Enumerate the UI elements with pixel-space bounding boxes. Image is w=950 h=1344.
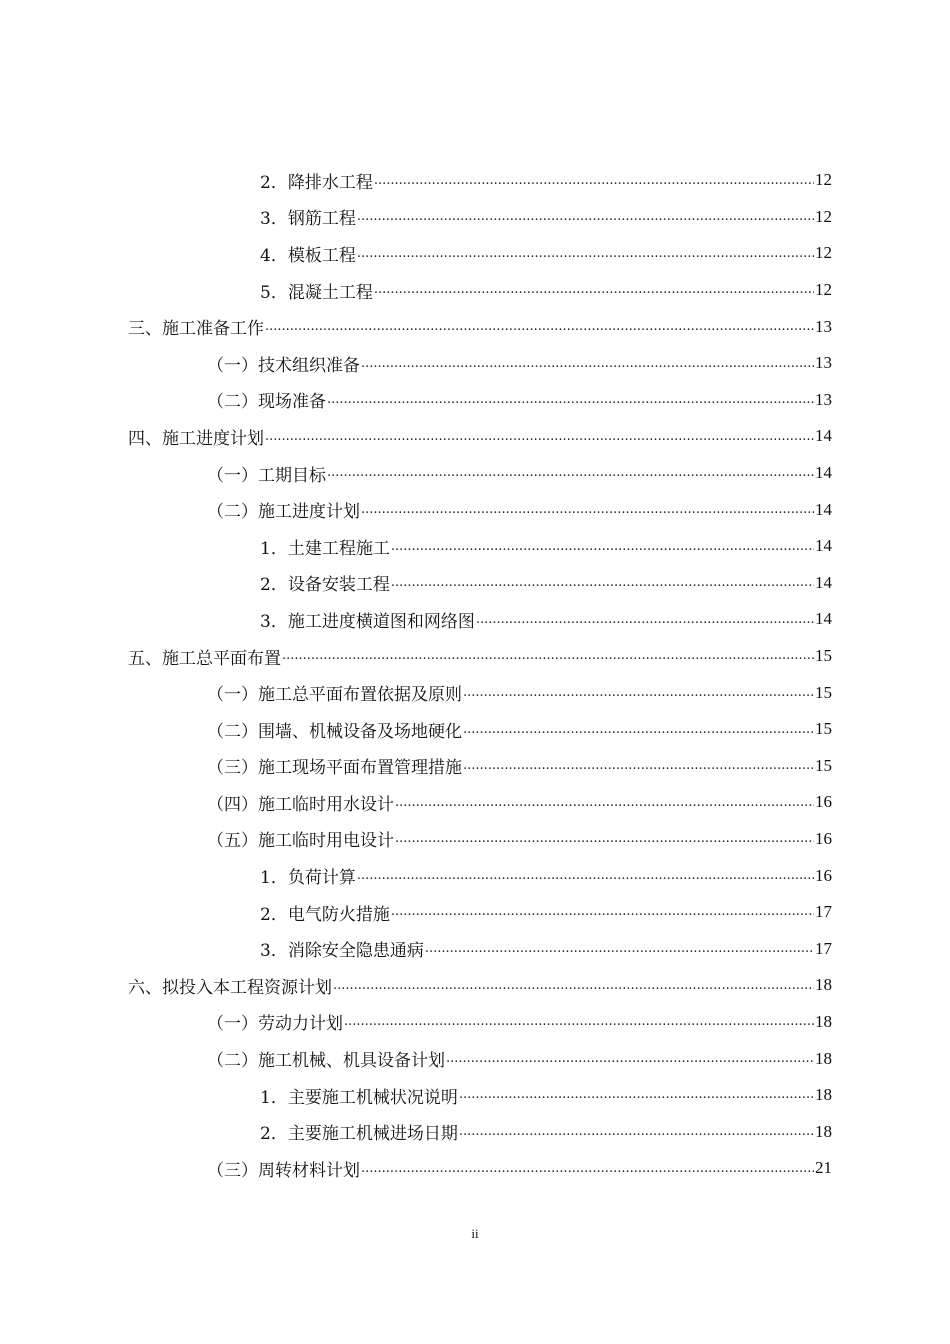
- toc-dot-leader: [446, 1047, 814, 1077]
- toc-entry-page: 15: [815, 682, 832, 702]
- toc-entry[interactable]: [0, 1150, 950, 1187]
- toc-entry-number: （五）: [207, 831, 258, 852]
- toc-entry-page: 14: [815, 499, 832, 519]
- toc-dot-leader: [357, 864, 814, 894]
- toc-entry[interactable]: [0, 1077, 950, 1114]
- toc-entry-title: 施工总平面布置依据及原则: [258, 685, 462, 706]
- toc-entry-title: 施工总平面布置: [162, 648, 281, 669]
- toc-dot-leader: [361, 1157, 814, 1187]
- toc-entry-title: 拟投入本工程资源计划: [162, 977, 332, 998]
- toc-entry-page: 16: [815, 865, 832, 885]
- toc-entry[interactable]: [0, 638, 950, 675]
- toc-entry[interactable]: [0, 784, 950, 821]
- toc-entry-page: 13: [815, 353, 832, 373]
- toc-entry-page: 12: [815, 280, 832, 300]
- toc-entry[interactable]: [0, 199, 950, 236]
- toc-dot-leader: [265, 315, 814, 345]
- table-of-contents: [0, 162, 950, 1187]
- toc-entry-title: 施工现场平面布置管理措施: [258, 758, 462, 779]
- toc-entry-number: （四）: [207, 794, 258, 815]
- toc-dot-leader: [391, 571, 814, 601]
- toc-entry-number: （一）: [207, 355, 258, 376]
- toc-entry-title: 施工机械、机具设备计划: [258, 1051, 445, 1072]
- toc-dot-leader: [327, 461, 814, 491]
- toc-dot-leader: [357, 242, 814, 272]
- toc-entry-number: 四、: [128, 428, 162, 449]
- toc-entry[interactable]: [0, 272, 950, 309]
- toc-entry-title: 模板工程: [287, 245, 356, 266]
- toc-entry-number: （一）: [207, 465, 258, 486]
- toc-entry[interactable]: [0, 308, 950, 345]
- toc-entry[interactable]: [0, 601, 950, 638]
- toc-entry-number: 2．: [260, 1124, 288, 1145]
- toc-dot-leader: [476, 608, 814, 638]
- toc-entry-page: 18: [815, 1048, 832, 1068]
- toc-dot-leader: [425, 937, 814, 967]
- toc-entry-number: 六、: [128, 977, 162, 998]
- toc-entry-title: 工期目标: [258, 465, 326, 486]
- toc-entry-page: 14: [815, 463, 832, 483]
- toc-entry[interactable]: [0, 821, 950, 858]
- toc-entry-title: 主要施工机械状况说明: [287, 1087, 458, 1108]
- toc-entry-number: （三）: [207, 1160, 258, 1181]
- toc-entry-title: 施工准备工作: [162, 319, 264, 340]
- toc-dot-leader: [374, 278, 814, 308]
- toc-entry-page: 14: [815, 609, 832, 629]
- toc-entry[interactable]: [0, 162, 950, 199]
- toc-entry[interactable]: [0, 565, 950, 602]
- toc-dot-leader: [327, 388, 814, 418]
- toc-entry-title: 钢筋工程: [287, 209, 356, 230]
- toc-dot-leader: [391, 535, 814, 565]
- toc-entry-title: 施工临时用电设计: [258, 831, 394, 852]
- toc-entry-page: 17: [815, 902, 832, 922]
- toc-entry-number: 1．: [260, 538, 288, 559]
- toc-entry-title: 施工临时用水设计: [258, 794, 394, 815]
- toc-entry-title: 施工进度横道图和网络图: [287, 611, 475, 632]
- toc-entry-page: 18: [815, 1121, 832, 1141]
- toc-entry-page: 15: [815, 719, 832, 739]
- toc-entry[interactable]: [0, 345, 950, 382]
- toc-entry-title: 主要施工机械进场日期: [287, 1124, 458, 1145]
- toc-entry[interactable]: [0, 1113, 950, 1150]
- toc-entry[interactable]: [0, 1004, 950, 1041]
- toc-entry-number: 3．: [260, 941, 288, 962]
- toc-entry-number: 1．: [260, 868, 288, 889]
- toc-dot-leader: [463, 681, 814, 711]
- toc-entry-title: 施工进度计划: [162, 428, 264, 449]
- toc-entry-title: 负荷计算: [287, 868, 356, 889]
- toc-entry-title: 设备安装工程: [287, 575, 390, 596]
- toc-entry[interactable]: [0, 528, 950, 565]
- toc-entry-number: 2．: [260, 575, 288, 596]
- toc-entry[interactable]: [0, 930, 950, 967]
- toc-entry-number: （二）: [207, 502, 258, 523]
- toc-entry-page: 15: [815, 755, 832, 775]
- toc-entry[interactable]: [0, 235, 950, 272]
- toc-entry-number: 1．: [260, 1087, 288, 1108]
- toc-dot-leader: [459, 1083, 814, 1113]
- toc-entry-number: （一）: [207, 1014, 258, 1035]
- toc-dot-leader: [344, 1010, 814, 1040]
- toc-entry-number: 五、: [128, 648, 162, 669]
- toc-entry-title: 施工进度计划: [258, 502, 360, 523]
- toc-entry[interactable]: [0, 382, 950, 419]
- toc-entry-page: 18: [815, 1085, 832, 1105]
- toc-entry-title: 围墙、机械设备及场地硬化: [258, 721, 462, 742]
- toc-dot-leader: [391, 900, 814, 930]
- toc-entry-page: 16: [815, 828, 832, 848]
- toc-entry-number: （二）: [207, 1051, 258, 1072]
- toc-entry-page: 17: [815, 938, 832, 958]
- toc-entry[interactable]: [0, 491, 950, 528]
- toc-dot-leader: [265, 425, 814, 455]
- toc-entry[interactable]: [0, 748, 950, 785]
- toc-entry-number: 5．: [260, 282, 288, 303]
- toc-dot-leader: [395, 827, 814, 857]
- toc-entry[interactable]: [0, 857, 950, 894]
- toc-dot-leader: [395, 791, 814, 821]
- toc-entry-title: 技术组织准备: [258, 355, 360, 376]
- toc-entry-page: 13: [815, 316, 832, 336]
- toc-dot-leader: [282, 644, 814, 674]
- toc-entry-number: 2．: [260, 172, 288, 193]
- toc-entry-number: 3．: [260, 209, 288, 230]
- toc-entry[interactable]: [0, 418, 950, 455]
- toc-entry-number: （二）: [207, 392, 258, 413]
- toc-entry-title: 消除安全隐患通病: [287, 941, 424, 962]
- toc-entry-number: 3．: [260, 611, 288, 632]
- toc-entry-page: 13: [815, 389, 832, 409]
- toc-entry-title: 降排水工程: [287, 172, 373, 193]
- toc-entry-title: 电气防火措施: [287, 904, 390, 925]
- toc-entry-number: 4．: [260, 245, 288, 266]
- toc-entry-number: 三、: [128, 319, 162, 340]
- toc-entry[interactable]: [0, 711, 950, 748]
- toc-entry-title: 土建工程施工: [287, 538, 390, 559]
- toc-entry-number: （三）: [207, 758, 258, 779]
- toc-entry[interactable]: [0, 674, 950, 711]
- toc-entry-page: 12: [815, 170, 832, 190]
- toc-dot-leader: [333, 974, 814, 1004]
- toc-entry-number: （二）: [207, 721, 258, 742]
- toc-entry-page: 14: [815, 572, 832, 592]
- toc-entry-number: 2．: [260, 904, 288, 925]
- toc-entry-page: 14: [815, 536, 832, 556]
- toc-entry[interactable]: [0, 455, 950, 492]
- toc-entry-page: 12: [815, 243, 832, 263]
- toc-entry-page: 18: [815, 1011, 832, 1031]
- toc-entry[interactable]: [0, 1040, 950, 1077]
- toc-entry-page: 18: [815, 975, 832, 995]
- toc-dot-leader: [361, 498, 814, 528]
- toc-dot-leader: [374, 169, 814, 199]
- toc-entry-title: 劳动力计划: [258, 1014, 343, 1035]
- toc-entry-title: 现场准备: [258, 392, 326, 413]
- page-footer-number: ii: [471, 1226, 479, 1241]
- toc-dot-leader: [463, 718, 814, 748]
- toc-dot-leader: [459, 1120, 814, 1150]
- toc-entry-number: （一）: [207, 685, 258, 706]
- toc-entry-title: 混凝土工程: [287, 282, 373, 303]
- toc-dot-leader: [361, 352, 814, 382]
- toc-entry[interactable]: [0, 967, 950, 1004]
- toc-entry-page: 16: [815, 792, 832, 812]
- toc-entry-title: 周转材料计划: [258, 1160, 360, 1181]
- toc-entry-page: 12: [815, 206, 832, 226]
- toc-dot-leader: [463, 754, 814, 784]
- toc-entry-page: 15: [815, 646, 832, 666]
- toc-entry[interactable]: [0, 894, 950, 931]
- toc-dot-leader: [357, 205, 814, 235]
- toc-entry-page: 21: [815, 1158, 832, 1178]
- toc-entry-page: 14: [815, 426, 832, 446]
